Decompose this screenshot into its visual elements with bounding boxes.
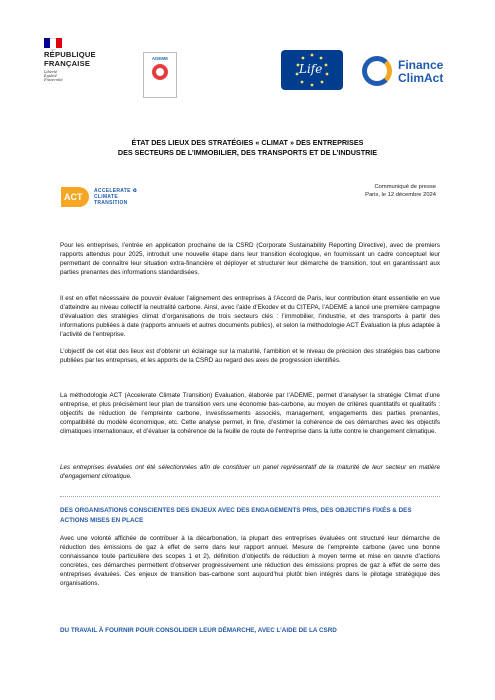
republique-title	[44, 51, 116, 68]
act-badge: ACT	[61, 187, 89, 207]
paragraph-csrd-intro: Pour les entreprises, l’entrée en application prochaine de la CSRD (Corporate Sustainability Reporting Directive), avec de premiers rapports attendus pour 2025, introduit une nouvelle étape dans leur transition écologique, en fournissant un cadre conceptuel leur permettant de connaître leur situation extra-financière et déployer et structurer leur démarche de transition, tout en garantissant aux parties prenantes des informations standardisées.	[60, 242, 440, 276]
motto-line1: Liberté	[44, 70, 58, 74]
climact-word: ClimAct	[398, 71, 444, 85]
section-heading-csrd-work: DU TRAVAIL À FOURNIR POUR CONSOLIDER LEUR DÉMARCHE, AVEC L’AIDE DE LA CSRD	[60, 627, 337, 634]
finance-word: Finance	[398, 58, 444, 72]
section-divider	[60, 496, 440, 497]
act-logo	[61, 185, 161, 213]
act-tagline	[94, 188, 137, 206]
republique-line2: FRANÇAISE	[44, 58, 91, 68]
act-line3: TRANSITION	[94, 200, 128, 206]
paragraph-objective: L’objectif de cet état des lieux est d’obtenir un éclairage sur la maturité, l’ambition et le niveau de précision des stratégies bas carbone publiées par les entreprises, et les apports de la CSRD au regard des axes de progression identifiés.	[60, 348, 440, 364]
act-line1: ACCELERATE ♻	[94, 188, 138, 194]
climact-ring-icon	[362, 56, 392, 86]
document-title	[60, 138, 435, 158]
press-date: Paris, le 12 décembre 2024	[365, 192, 436, 198]
section-heading-organisations: DES ORGANISATIONS CONSCIENTES DES ENJEUX AVEC DES ENGAGEMENTS PRIS, DES OBJECTIFS FIXÉS & DES ACTIONS MISES EN PLACE	[60, 507, 412, 524]
title-line1: ÉTAT DES LIEUX DES STRATÉGIES « CLIMAT » DES ENTREPRISES	[131, 138, 364, 147]
flag-icon	[44, 38, 62, 48]
title-line2: DES SECTEURS DE L’IMMOBILIER, DES TRANSPORTS ET DE L’INDUSTRIE	[117, 148, 378, 157]
paragraph-act-methodology: La méthodologie ACT (Accelerate Climate Transition) Evaluation, élaborée par l’ADEME, permet d’analyser la stratégie Climat d’une entreprise, et plus précisément leur plan de transition vers une économie bas-carbone, au moyen de critères quantitatifs et qualitatifs : objectifs de réduction de l’empreinte carbone, investissements associés, management, engagements des parties prenantes, compatibilité du modèle économique, etc. Cette analyse permet, in fine, d’estimer la cohérence de ces démarches avec les objectifs climatiques internationaux, et d’évaluer la cohérence de la feuille de route de l’entreprise dans la lutte contre le changement climatique.	[60, 392, 440, 435]
finance-climact-logo	[362, 56, 458, 88]
paragraph-decarbonation: Avec une volonté affichée de contribuer à la décarbonation, la plupart des entreprises évaluées ont structuré leur démarche de réduction des émissions de gaz à effet de serre dans leur rapport annuel. Mesure de l’empreinte carbone (avec une bonne connaissance toute particulière des scopes 1 et 2), définition d’objectifs de réduction à moyen terme et mise en œuvre d’actions concrètes, ces démarches permettent d’observer progressivement une réduction des émissions propres de gaz à effet de serre des entreprises évaluées. Ces enjeux de transition bas-carbone sont aujourd’hui plutôt bien intégrés dans le pilotage stratégique des organisations.	[60, 535, 440, 587]
ademe-name: ADEME	[151, 56, 169, 61]
republique-francaise-logo	[44, 38, 116, 83]
ademe-logo	[143, 52, 177, 98]
act-line2: CLIMATE	[94, 194, 118, 200]
life-word: Life	[299, 62, 323, 76]
press-label: Communiqué de presse	[374, 184, 436, 190]
republique-line1: RÉPUBLIQUE	[44, 50, 96, 59]
republique-motto	[44, 70, 116, 83]
ademe-emblem-icon	[152, 64, 168, 80]
press-info	[365, 183, 436, 199]
motto-line2: Égalité	[44, 74, 57, 79]
motto-line3: Fraternité	[44, 78, 63, 83]
paragraph-paris-alignment: Il est en effet nécessaire de pouvoir évaluer l’alignement des entreprises à l’Accord de Paris, leur contribution étant essentielle en vue d’atteindre au niveau collectif la neutralité carbone. Ainsi, avec l’aide d’Ekodev et du CITEPA, l’ADEME a lancé une première campagne d’évaluation des stratégies climat d’organisations de trois secteurs clés : l’immobilier, l’industrie, et des transports à partir des informations publiées à date (rapports annuels et autres documents publics), et selon la méthodologie ACT Évaluation la plus adaptée à l’activité de l’entreprise.	[60, 295, 440, 338]
life-programme-logo	[281, 50, 343, 90]
paragraph-panel-selection: Les entreprises évaluées ont été sélectionnées afin de constituer un panel représentatif de la maturité de leur secteur en matière d’engagement climatique.	[60, 464, 440, 480]
